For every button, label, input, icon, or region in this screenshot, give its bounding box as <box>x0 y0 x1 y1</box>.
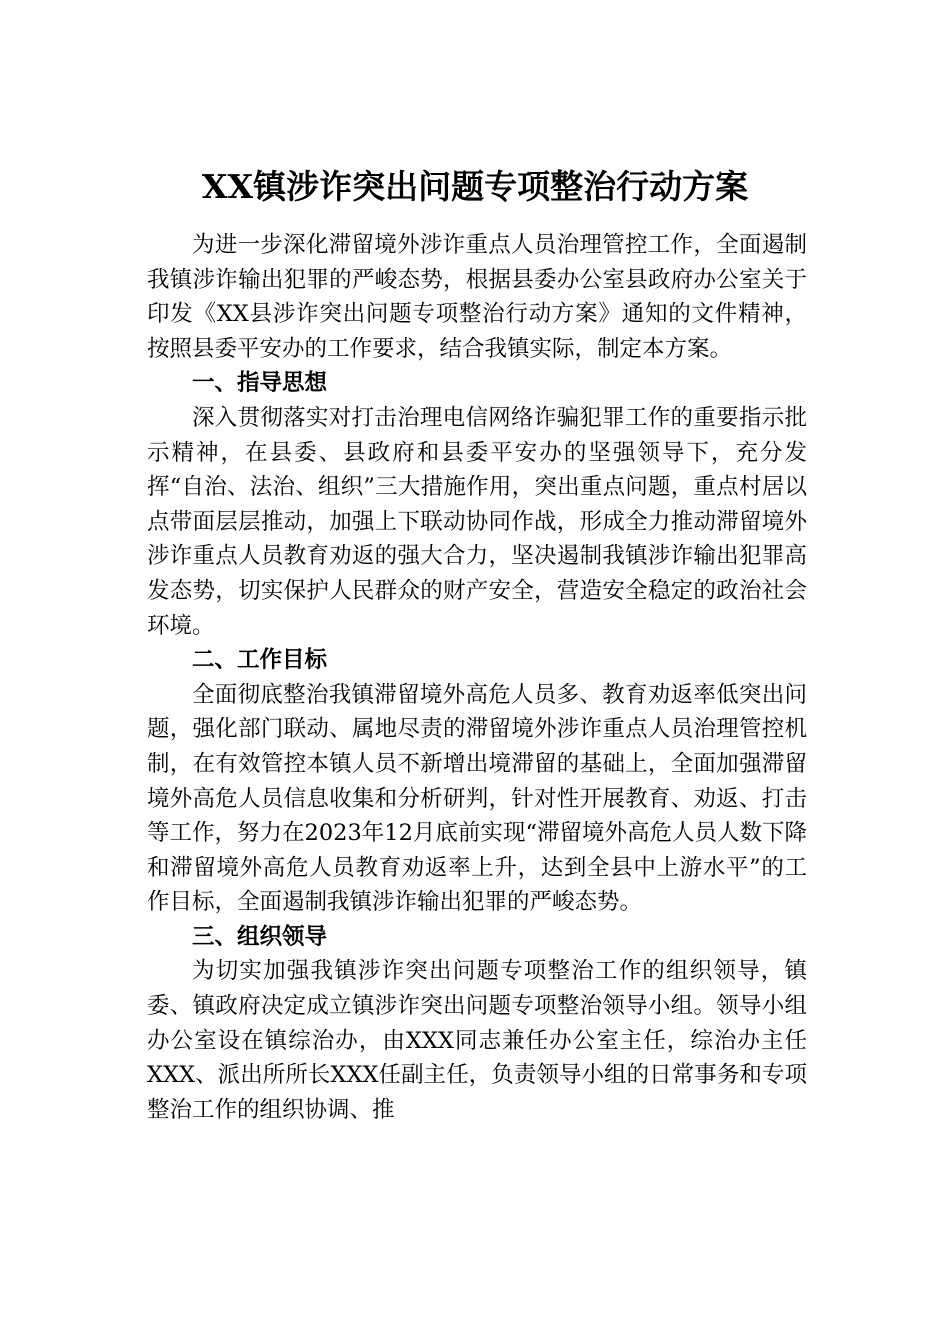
section-paragraph-guiding-ideology: 深入贯彻落实对打击治理电信网络诈骗犯罪工作的重要指示批示精神，在县委、县政府和县委平安办的坚强领导下，充分发挥“自治、法治、组织”三大措施作用，突出重点问题，重点村居以点带面层层推动，加强上下联动协同作战，形成全力推动滞留境外涉诈重点人员教育劝返的强大合力，坚决遏制我镇涉诈输出犯罪高发态势，切实保护人民群众的财产安全，营造安全稳定的政治社会环境。 <box>147 404 807 639</box>
section-paragraph-work-goals: 全面彻底整治我镇滞留境外高危人员多、教育劝返率低突出问题，强化部门联动、属地尽责的滞留境外涉诈重点人员治理管控机制，在有效管控本镇人员不新增出境滞留的基础上，全面加强滞留境外高危人员信息收集和分析研判，针对性开展教育、劝返、打击等工作，努力在2023年12月底前实现“滞留境外高危人员人数下降和滞留境外高危人员教育劝返率上升，达到全县中上游水平”的工作目标，全面遏制我镇涉诈输出犯罪的严峻态势。 <box>147 681 807 916</box>
document-title: XX镇涉诈突出问题专项整治行动方案 <box>201 167 749 206</box>
intro-paragraph: 为进一步深化滞留境外涉诈重点人员治理管控工作，全面遏制我镇涉诈输出犯罪的严峻态势，根据县委办公室县政府办公室关于印发《XX县涉诈突出问题专项整治行动方案》通知的文件精神，按照县委平安办的工作要求，结合我镇实际，制定本方案。 <box>147 232 807 362</box>
section-heading-guiding-ideology: 一、指导思想 <box>192 370 328 397</box>
section-heading-work-goals: 二、工作目标 <box>192 647 328 674</box>
section-heading-organization-leadership: 三、组织领导 <box>192 923 328 950</box>
document-body <box>147 228 807 1127</box>
section-paragraph-organization-leadership: 为切实加强我镇涉诈突出问题专项整治工作的组织领导，镇委、镇政府决定成立镇涉诈突出问题专项整治领导小组。领导小组办公室设在镇综治办，由XXX同志兼任办公室主任，综治办主任XXX、派出所所长XXX任副主任，负责领导小组的日常事务和专项整治工作的组织协调、推 <box>147 958 807 1123</box>
